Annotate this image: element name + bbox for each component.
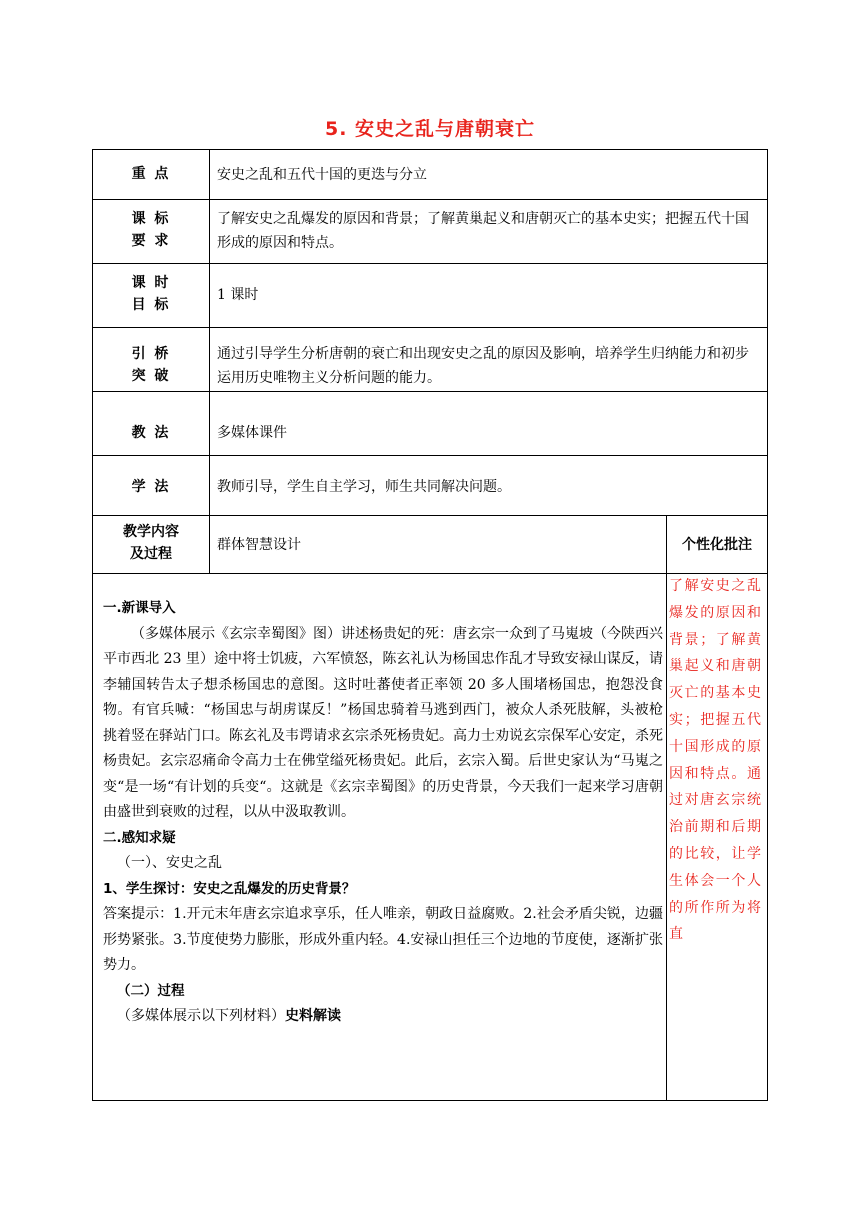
row-divider [93, 455, 767, 456]
row-value-key-points: 安史之乱和五代十国的更迭与分立 [217, 167, 427, 183]
page-title: 5. 安史之乱与唐朝衰亡 [324, 118, 536, 140]
process-bold: 史料解读 [285, 1008, 341, 1024]
section-heading-intro: 一.新课导入 [103, 600, 176, 616]
row-divider [93, 199, 767, 200]
annotation-text: 了解安史之乱爆发的原因和背景；了解黄巢起义和唐朝灭亡的基本史实；把握五代十国形成的原因和特点。通过对唐玄宗统治前期和后期的比较，让学生体会一个人的所作所为将直 [669, 578, 761, 943]
process-header-annotation: 个性化批注 [682, 537, 752, 553]
section-heading-process: （二）过程 [117, 982, 185, 999]
row-value-hours: 1 课时 [217, 287, 259, 303]
row-label-breakthrough: 引 桥 突 破 [131, 346, 171, 384]
row-label-hours: 课 时 目 标 [131, 275, 171, 313]
row-divider [93, 327, 767, 328]
lesson-content [103, 596, 663, 1030]
question-1: 1、学生探讨：安史之乱爆发的历史背景？ [103, 880, 356, 897]
row-value-breakthrough: 通过引导学生分析唐朝的衰亡和出现安史之乱的原因及影响，培养学生归纳能力和初步运用历史唯物主义分析问题的能力。 [217, 346, 749, 386]
row-divider [93, 391, 767, 392]
row-divider [93, 263, 767, 264]
process-prefix: （多媒体展示以下列材料） [117, 1008, 285, 1024]
lesson-plan-table [92, 149, 768, 1101]
row-value-teaching-method: 多媒体课件 [217, 425, 287, 441]
section-body-intro: （多媒体展示《玄宗幸蜀图》图）讲述杨贵妃的死：唐玄宗一众到了马嵬坡（今陕西兴平市西北 23 里）途中将士饥疲，六军愤怒，陈玄礼认为杨国忠作乱才导致安禄山谋反，请李辅国转告太子想杀杨国忠的意图。这时吐蕃使者正率领 20 多人围堵杨国忠，抱怨没食物。有官兵喊：“杨国忠与胡虏谋反！”杨国忠骑着马逃到西门，被众人杀死肢解，头被枪挑着竖在驿站门口。陈玄礼及韦谔请求玄宗杀死杨贵妃。高力士劝说玄宗保军心安定，杀死杨贵妃。玄宗忍痛命令高力士在佛堂缢死杨贵妃。此后，玄宗入蜀。后世史家认为“马嵬之变“是一场“有计划的兵变“。这就是《玄宗幸蜀图》的历史背景，今天我们一起来学习唐朝由盛世到衰败的过程，以从中汲取教训。 [103, 625, 663, 820]
row-label-standards: 课 标 要 求 [131, 211, 171, 249]
section-body-process [117, 1004, 663, 1030]
process-header-design: 群体智慧设计 [217, 537, 301, 553]
subsection-an-shi: （一）、安史之乱 [117, 855, 222, 871]
section-heading-inquiry: 二.感知求疑 [103, 829, 176, 846]
column-divider [666, 515, 667, 1101]
row-value-standards: 了解安史之乱爆发的原因和背景；了解黄巢起义和唐朝灭亡的基本史实；把握五代十国形成的原因和特点。 [217, 211, 749, 251]
row-label-teaching-method: 教 法 [131, 425, 171, 441]
answer-1: 答案提示：1.开元末年唐玄宗追求享乐，任人唯亲，朝政日益腐败。2.社会矛盾尖锐，边疆形势紧张。3.节度使势力膨胀，形成外重内轻。4.安禄山担任三个边地的节度使，逐渐扩张势力。 [103, 906, 663, 973]
process-header-label: 教学内容 及过程 [123, 524, 179, 562]
row-value-learning-method: 教师引导，学生自主学习，师生共同解决问题。 [217, 479, 511, 495]
column-divider [209, 150, 210, 573]
row-label-key-points: 重 点 [131, 166, 171, 182]
row-label-learning-method: 学 法 [131, 479, 171, 495]
